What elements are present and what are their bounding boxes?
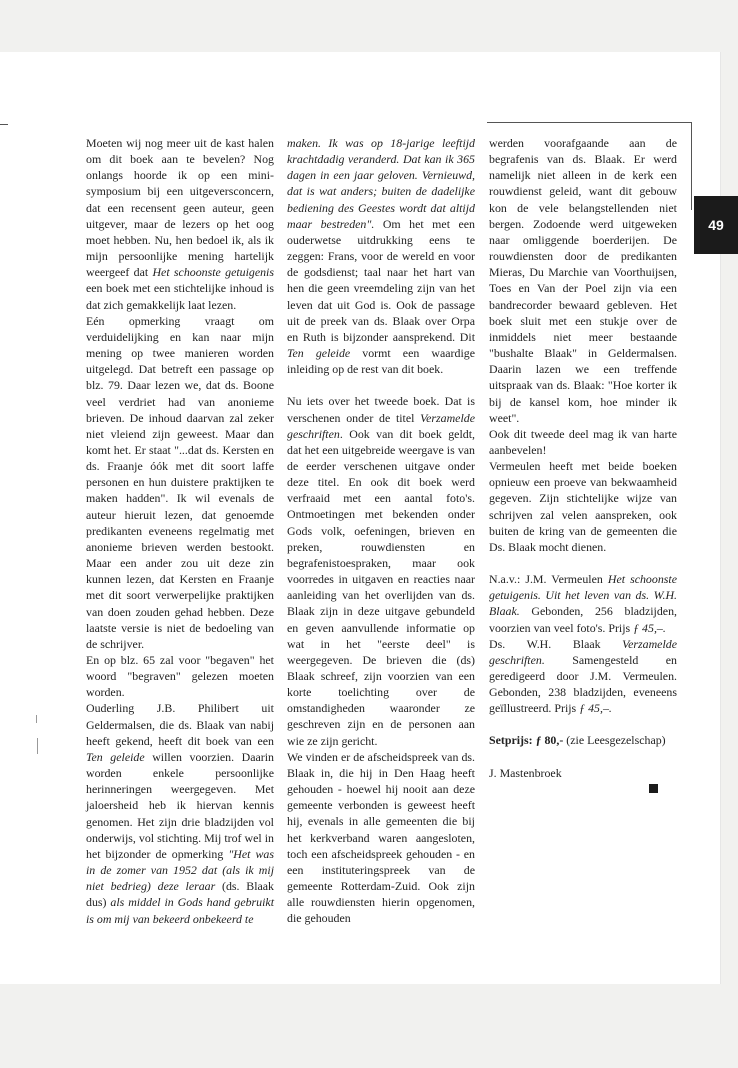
paragraph: Nu iets over het tweede boek. Dat is verschenen onder de titel Verzamelde geschriften. Ook van dit boek geldt, dat het een uitgebreide weergave is van de eerder verschenen uitgave onder deze titel. En ook dit boek werd verfraaid met een aantal foto's. Ontmoetingen met bekenden onder Gods volk, oefeningen, brieven en preken, rouwdiensten en begrafenistoespraken, maar ook voorredes in uitgaven en reacties naar aanleiding van het overlijden van ds. Blaak zijn in deze uitgave gebundeld en geven aanvullende informatie op wat in het "eerste deel" is weergegeven. De brieven die (ds) Blaak schreef, zijn voorzien van een korte toelichting over de omstandigheden waaronder ze geschreven zijn en de personen aan wie ze zijn gericht. [287,394,475,748]
book-reference: Ds. W.H. Blaak Verzamelde geschriften. Samengesteld en geredigeerd door J.M. Vermeulen. Gebonden, 238 bladzijden, eveneens geïllustreerd. Prijs ƒ 45,–. [489,636,677,716]
paragraph: Eén opmerking vraagt om verduidelijking en kan naar mijn mening op twee manieren worden uitgelegd. Dat betreft een passage op blz. 79. Daar lezen we, dat ds. Boone veel verdriet had van anonieme brieven. De inhoud daarvan zal zeker niet vleiend zijn geweest. Maar dan komt het. Er staat "...dat ds. Kersten en ds. Fraanje óók met dit soort laffe personen en hun duistere praktijken te maken hadden". Ik wil evenals de auteur hieruit lezen, dat genoemde predikanten eveneens regelmatig met anonieme brieven werden bestookt. Maar een ander zou uit deze zin kunnen lezen, dat Kersten en Fraanje met dit soort verwerpelijke praktijken van doen zouden gehad hebben. Deze laatste versie is niet de bedoeling van de schrijver. [86,313,274,651]
end-mark-icon [649,784,658,793]
column-3 [489,135,677,797]
paragraph: werden voorafgaande aan de begrafenis van ds. Blaak. Er werd namelijk niet alleen in de kerk een rouwdienst geleid, want dit gebouw kon de vele belangstellenden niet bergen. Zodoende werd uitgeweken naar omliggende boerderijen. De rouwdiensten door de predikanten Mieras, Du Marchie van Voorthuijsen, Toes en Van der Poel zijn via een bandrecorder bewaard gebleven. Het boek sluit met een stukje over de inmiddels niet meer bestaande "bushalte Blaak" in Geldermalsen. Daarin lazen we een treffende uitspraak van ds. Blaak: "Hoe korter ik bij de kansel kom, hoe minder ik weet". [489,136,677,425]
end-mark-line [489,781,677,797]
set-price: Setprijs: ƒ 80,- (zie Leesgezelschap) [489,733,666,748]
paragraph: We vinden er de afscheidspreek van ds. Blaak in, die hij in Den Haag heeft gehouden - hoewel hij nooit aan deze gemeente verbonden is geweest heeft hij, evenals in alle gemeenten die bij het kerkverband waren aangesloten, toch een afscheidspreek gehouden - en een instituteringspreek van de gemeente Rotterdam-Zuid. Ook zijn alle rouwdiensten hierin opgenomen, die gehouden [287,749,475,926]
paragraph: maken. Ik was op 18-jarige leeftijd krachtdadig veranderd. Dat kan ik 365 dagen in een jaar geloven. Vernieuwd, dat is wat anders; buiten de dadelijke bediening des Geestes wordt dat altijd maar bestreden". Om het met een ouderwetse uitdrukking eens te zeggen: Frans, voor de wereld en voor de godsdienst; taal naar het hart van hen die geen vreemdeling zijn van het leven dat uit God is. Ook de passage uit de preek van ds. Blaak over Orpa en Ruth is bijzonder aansprekend. Dit Ten geleide vormt een waardige inleiding op de rest van dit boek. [287,136,475,377]
book-title: Het schoonste getuigenis [152,265,274,280]
paragraph: Ouderling J.B. Philibert uit Geldermalsen, die ds. Blaak van nabij heeft gekend, heeft dit boek van een Ten geleide willen voorzien. Daarin worden enkele persoonlijke herinneringen weergegeven. Met jaloersheid heb ik hiervan kennis genomen. Het zijn drie bladzijden vol onderwijs, vol stichting. Mij trof wel in het bijzonder de opmerking "Het was in de zomer van 1952 dat (als ik mij niet bedrieg) deze leraar (ds. Blaak dus) als middel in Gods hand gebruikt is om mij van bekeerd onbekeerd te [86,701,275,926]
side-rule [691,122,692,210]
paragraph: Moeten wij nog meer uit de kast halen om dit boek aan te bevelen? Nog onlangs hoorde ik op een mini-symposium bij een uitgeversconcern, dat een recensent geen auteur, geen uitgever, maar de lezers op het oog moet hebben. Nu, hen bedoel ik, als ik mijn persoonlijke mening hartelijk weergeef dat Het schoonste getuigenis een boek met een stichtelijke inhoud is dat zich gemakkelijk laat lezen. [86,136,274,312]
margin-line [36,715,37,723]
margin-line [37,738,38,754]
paragraph: Ook dit tweede deel mag ik van harte aanbevelen! [489,426,677,457]
page-number-tab [694,196,738,254]
page-number: 49 [708,217,724,233]
book-reference: N.a.v.: J.M. Vermeulen Het schoonste getuigenis. Uit het leven van ds. W.H. Blaak. Gebonden, 256 bladzijden, voorzien van veel foto's. Prijs ƒ 45,–. [489,572,677,635]
paragraph: Vermeulen heeft met beide boeken opnieuw een proeve van bekwaamheid gegeven. Zijn stichtelijke wijze van schrijven zal velen aanspreken, ook buiten de kring van de gemeenten die Ds. Blaak mocht dienen. [489,459,677,554]
column-1 [86,135,274,927]
column-2 [287,135,475,927]
author: J. Mastenbroek [489,765,562,780]
margin-tick [0,124,8,125]
paragraph: En op blz. 65 zal voor "begaven" het woord "begraven" gelezen moeten worden. [86,653,274,700]
header-rule [487,122,692,123]
